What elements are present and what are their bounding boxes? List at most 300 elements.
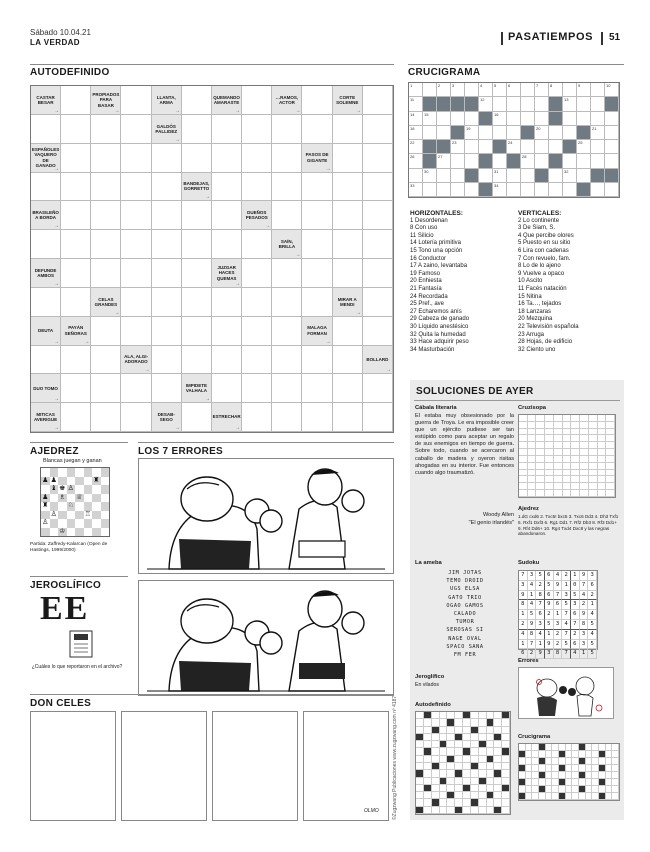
crucigrama-solution-cell: [599, 772, 606, 779]
autodefinido-clue-cell[interactable]: [31, 374, 61, 403]
crucigrama-cell[interactable]: [577, 140, 591, 154]
ameba-line: UGS ELSA: [450, 586, 480, 593]
crucigrama-cell[interactable]: [563, 112, 577, 126]
crucigrama-solution-cell: [572, 779, 579, 786]
autodefinido-answer-cell[interactable]: [182, 288, 212, 317]
autodefinido-answer-cell[interactable]: [333, 403, 363, 432]
autodefinido-answer-cell[interactable]: [272, 201, 302, 230]
crucigrama-cell[interactable]: [577, 97, 591, 111]
crucigrama-cell[interactable]: [437, 112, 451, 126]
crucigrama-cell[interactable]: [563, 169, 577, 183]
autodefinido-answer-cell[interactable]: [91, 346, 121, 375]
autodefinido-clue-cell[interactable]: [242, 201, 272, 230]
autodefinido-answer-cell[interactable]: [182, 86, 212, 115]
crucigrama-cell[interactable]: [507, 83, 521, 97]
autodefinido-answer-cell[interactable]: [182, 115, 212, 144]
autodefinido-solution-cell: [487, 741, 495, 748]
autodefinido-answer-cell[interactable]: [242, 403, 272, 432]
autodefinido-answer-cell[interactable]: [91, 259, 121, 288]
crucigrama-solution-cell: [546, 779, 553, 786]
arrow-right-icon: →: [295, 252, 301, 258]
autodefinido-clue-cell[interactable]: [31, 86, 61, 115]
crucigrama-cell[interactable]: [409, 154, 423, 168]
crucigrama-cell[interactable]: [437, 126, 451, 140]
autodefinido-answer-cell[interactable]: [121, 115, 151, 144]
autodefinido-answer-cell[interactable]: [212, 173, 242, 202]
horizontales-list: [410, 210, 516, 354]
autodefinido-clue-cell[interactable]: [182, 374, 212, 403]
autodefinido-clue-cell[interactable]: [31, 144, 61, 173]
autodefinido-clue-cell[interactable]: [61, 317, 91, 346]
autodefinido-answer-cell[interactable]: [91, 374, 121, 403]
autodefinido-answer-cell[interactable]: [152, 144, 182, 173]
autodefinido-answer-cell[interactable]: [182, 346, 212, 375]
sudoku-cell: 5: [562, 600, 571, 610]
autodefinido-answer-cell[interactable]: [242, 86, 272, 115]
autodefinido-answer-cell[interactable]: [152, 230, 182, 259]
autodefinido-answer-cell[interactable]: [363, 374, 393, 403]
crucigrama-cell[interactable]: [507, 97, 521, 111]
chess-square: [75, 511, 84, 520]
crucigrama-cell[interactable]: [535, 154, 549, 168]
autodefinido-answer-cell[interactable]: [272, 115, 302, 144]
autodefinido-solution-cell: [424, 756, 432, 763]
autodefinido-answer-cell[interactable]: [212, 115, 242, 144]
autodefinido-answer-cell[interactable]: [31, 173, 61, 202]
autodefinido-solution-cell: [424, 734, 432, 741]
autodefinido-answer-cell[interactable]: [272, 173, 302, 202]
crucigrama-cell[interactable]: [535, 126, 549, 140]
autodefinido-clue-cell[interactable]: [31, 403, 61, 432]
crucigrama-solution-cell: [519, 793, 526, 800]
autodefinido-answer-cell[interactable]: [272, 346, 302, 375]
autodefinido-solution-cell: [432, 763, 440, 770]
autodefinido-answer-cell[interactable]: [302, 288, 332, 317]
autodefinido-solution-cell: [424, 741, 432, 748]
autodefinido-answer-cell[interactable]: [212, 230, 242, 259]
chess-square: ♚: [59, 485, 66, 492]
crucigrama-cell[interactable]: [591, 154, 605, 168]
crucigrama-cell[interactable]: [605, 83, 619, 97]
autodefinido-answer-cell[interactable]: [363, 317, 393, 346]
sudoku-cell: 8: [528, 630, 537, 640]
crucigrama-cell[interactable]: [577, 112, 591, 126]
autodefinido-answer-cell[interactable]: [31, 288, 61, 317]
arrow-right-icon: →: [114, 309, 120, 316]
crucigrama-cell[interactable]: [409, 169, 423, 183]
crucigrama-cell[interactable]: [577, 169, 591, 183]
crucigrama-cell[interactable]: [549, 169, 563, 183]
autodefinido-solution-cell: [502, 756, 510, 763]
autodefinido-answer-cell[interactable]: [91, 317, 121, 346]
crucigrama-cell[interactable]: [605, 183, 619, 197]
crucigrama-cell[interactable]: [605, 140, 619, 154]
autodefinido-clue-cell[interactable]: [272, 86, 302, 115]
crucigrama-cell[interactable]: [409, 183, 423, 197]
crucigrama-cell[interactable]: [409, 140, 423, 154]
crucigrama-cell[interactable]: [409, 126, 423, 140]
crucigrama-cell[interactable]: [479, 83, 493, 97]
autodefinido-answer-cell[interactable]: [121, 403, 151, 432]
crucigrama-rule: [408, 64, 624, 65]
crucigrama-cell[interactable]: [535, 140, 549, 154]
autodefinido-solution-cell: [447, 741, 455, 748]
crucigrama-black-cell: [423, 140, 437, 154]
crucigrama-cell[interactable]: [507, 126, 521, 140]
crucigrama-cell[interactable]: [451, 183, 465, 197]
autodefinido-answer-cell[interactable]: [272, 317, 302, 346]
crucigrama-cell[interactable]: [507, 169, 521, 183]
crucigrama-cell[interactable]: [591, 140, 605, 154]
crucigrama-cell[interactable]: [465, 140, 479, 154]
crucigrama-cell[interactable]: [591, 97, 605, 111]
autodefinido-answer-cell[interactable]: [152, 374, 182, 403]
crucigrama-cell[interactable]: [521, 183, 535, 197]
sopa-cell: [598, 422, 607, 429]
crucigrama-cell[interactable]: [409, 112, 423, 126]
autodefinido-answer-cell[interactable]: [302, 346, 332, 375]
crucigrama-cell[interactable]: [437, 169, 451, 183]
crucigrama-cell[interactable]: [521, 83, 535, 97]
autodefinido-answer-cell[interactable]: [121, 259, 151, 288]
crucigrama-cell[interactable]: [535, 112, 549, 126]
autodefinido-answer-cell[interactable]: [363, 230, 393, 259]
autodefinido-answer-cell[interactable]: [121, 374, 151, 403]
crucigrama-cell-number: 7: [536, 83, 539, 88]
autodefinido-answer-cell[interactable]: [182, 144, 212, 173]
sopa-cell: [580, 422, 589, 429]
autodefinido-answer-cell[interactable]: [363, 173, 393, 202]
sudoku-cell: 4: [519, 630, 528, 640]
autodefinido-answer-cell[interactable]: [302, 403, 332, 432]
chess-square: [101, 519, 110, 528]
autodefinido-answer-cell[interactable]: [212, 346, 242, 375]
autodefinido-clue-cell[interactable]: [152, 115, 182, 144]
crucigrama-cell[interactable]: [521, 140, 535, 154]
autodefinido-answer-cell[interactable]: [363, 259, 393, 288]
autodefinido-clue-cell[interactable]: [212, 403, 242, 432]
clue-item: 33 Hace adquirir peso: [410, 339, 469, 346]
sudoku-cell: 1: [580, 649, 589, 659]
autodefinido-clue-cell[interactable]: [91, 86, 121, 115]
sopa-cell: [519, 470, 528, 477]
crucigrama-cell[interactable]: [437, 83, 451, 97]
autodefinido-answer-cell[interactable]: [242, 259, 272, 288]
autodefinido-answer-cell[interactable]: [31, 346, 61, 375]
sopa-cell: [545, 463, 554, 470]
crucigrama-cell[interactable]: [451, 154, 465, 168]
crucigrama-cell[interactable]: [521, 112, 535, 126]
autodefinido-answer-cell[interactable]: [61, 259, 91, 288]
autodefinido-answer-cell[interactable]: [333, 230, 363, 259]
crucigrama-cell[interactable]: [549, 140, 563, 154]
sudoku-cell: 4: [554, 571, 563, 581]
autodefinido-answer-cell[interactable]: [333, 374, 363, 403]
arrow-right-icon: →: [355, 309, 361, 316]
crucigrama-cell[interactable]: [423, 183, 437, 197]
crucigrama-cell[interactable]: [465, 183, 479, 197]
crucigrama-cell[interactable]: [493, 183, 507, 197]
autodefinido-answer-cell[interactable]: [333, 201, 363, 230]
autodefinido-answer-cell[interactable]: [302, 86, 332, 115]
autodefinido-answer-cell[interactable]: [242, 115, 272, 144]
crucigrama-cell[interactable]: [563, 154, 577, 168]
autodefinido-solution-cell: [479, 770, 487, 777]
don-celes-panel-3: [212, 711, 298, 821]
autodefinido-answer-cell[interactable]: [242, 288, 272, 317]
autodefinido-answer-cell[interactable]: [121, 230, 151, 259]
crucigrama-cell[interactable]: [493, 126, 507, 140]
autodefinido-answer-cell[interactable]: [272, 403, 302, 432]
autodefinido-clue-cell[interactable]: [302, 144, 332, 173]
sopa-cell: [563, 483, 572, 490]
autodefinido-answer-cell[interactable]: [61, 173, 91, 202]
crucigrama-cell[interactable]: [437, 154, 451, 168]
autodefinido-answer-cell[interactable]: [302, 173, 332, 202]
autodefinido-clue-cell[interactable]: [272, 230, 302, 259]
autodefinido-answer-cell[interactable]: [242, 317, 272, 346]
crucigrama-cell[interactable]: [591, 183, 605, 197]
crucigrama-cell[interactable]: [577, 154, 591, 168]
autodefinido-answer-cell[interactable]: [182, 259, 212, 288]
autodefinido-answer-cell[interactable]: [121, 288, 151, 317]
autodefinido-answer-cell[interactable]: [182, 317, 212, 346]
crucigrama-cell[interactable]: [563, 97, 577, 111]
autodefinido-answer-cell[interactable]: [61, 201, 91, 230]
autodefinido-answer-cell[interactable]: [152, 317, 182, 346]
autodefinido-answer-cell[interactable]: [272, 374, 302, 403]
crucigrama-cell[interactable]: [549, 126, 563, 140]
chess-square: [92, 511, 101, 520]
autodefinido-solution-cell: [432, 741, 440, 748]
autodefinido-clue-text: ESTRECHAR: [212, 414, 241, 420]
autodefinido-answer-cell[interactable]: [363, 288, 393, 317]
sopa-cell: [580, 435, 589, 442]
autodefinido-answer-cell[interactable]: [91, 144, 121, 173]
autodefinido-solution-cell: [502, 785, 510, 792]
crucigrama-cell[interactable]: [535, 83, 549, 97]
autodefinido-answer-cell[interactable]: [272, 259, 302, 288]
autodefinido-answer-cell[interactable]: [91, 403, 121, 432]
autodefinido-answer-cell[interactable]: [333, 144, 363, 173]
arrow-right-icon: →: [54, 280, 60, 287]
autodefinido-answer-cell[interactable]: [302, 374, 332, 403]
autodefinido-answer-cell[interactable]: [333, 173, 363, 202]
crucigrama-cell[interactable]: [549, 83, 563, 97]
crucigrama-cell[interactable]: [423, 83, 437, 97]
autodefinido-answer-cell[interactable]: [182, 201, 212, 230]
autodefinido-answer-cell[interactable]: [302, 230, 332, 259]
autodefinido-answer-cell[interactable]: [212, 374, 242, 403]
crucigrama-cell[interactable]: [507, 183, 521, 197]
autodefinido-answer-cell[interactable]: [61, 230, 91, 259]
autodefinido-answer-cell[interactable]: [31, 115, 61, 144]
crucigrama-cell[interactable]: [605, 112, 619, 126]
crucigrama-cell[interactable]: [591, 126, 605, 140]
crucigrama-cell[interactable]: [563, 83, 577, 97]
crucigrama-cell[interactable]: [465, 126, 479, 140]
crucigrama-cell[interactable]: [605, 126, 619, 140]
autodefinido-answer-cell[interactable]: [91, 201, 121, 230]
sopa-cell: [571, 490, 580, 497]
autodefinido-clue-cell[interactable]: [91, 288, 121, 317]
autodefinido-answer-cell[interactable]: [121, 317, 151, 346]
autodefinido-answer-cell[interactable]: [61, 288, 91, 317]
chess-square: [101, 528, 110, 537]
autodefinido-answer-cell[interactable]: [333, 259, 363, 288]
crucigrama-cell[interactable]: [521, 154, 535, 168]
autodefinido-answer-cell[interactable]: [61, 86, 91, 115]
crucigrama-cell[interactable]: [451, 169, 465, 183]
autodefinido-answer-cell[interactable]: [242, 374, 272, 403]
autodefinido-answer-cell[interactable]: [152, 259, 182, 288]
autodefinido-answer-cell[interactable]: [121, 201, 151, 230]
autodefinido-answer-cell[interactable]: [91, 230, 121, 259]
autodefinido-answer-cell[interactable]: [121, 86, 151, 115]
sopa-cell: [589, 442, 598, 449]
crucigrama-cell-number: 9: [578, 83, 581, 88]
crucigrama-cell[interactable]: [521, 169, 535, 183]
autodefinido-answer-cell[interactable]: [333, 115, 363, 144]
autodefinido-answer-cell[interactable]: [152, 346, 182, 375]
autodefinido-answer-cell[interactable]: [363, 201, 393, 230]
autodefinido-clue-text: CORTE SOLEMNE: [336, 94, 359, 105]
autodefinido-clue-cell[interactable]: [31, 317, 61, 346]
clue-item: 10 Ascito: [518, 278, 543, 285]
autodefinido-answer-cell[interactable]: [363, 115, 393, 144]
crucigrama-cell[interactable]: [535, 183, 549, 197]
autodefinido-answer-cell[interactable]: [61, 403, 91, 432]
autodefinido-answer-cell[interactable]: [182, 230, 212, 259]
autodefinido-answer-cell[interactable]: [363, 86, 393, 115]
autodefinido-answer-cell[interactable]: [91, 173, 121, 202]
autodefinido-answer-cell[interactable]: [61, 115, 91, 144]
crucigrama-cell[interactable]: [479, 97, 493, 111]
autodefinido-answer-cell[interactable]: [242, 230, 272, 259]
autodefinido-clue-cell[interactable]: [333, 288, 363, 317]
crucigrama-cell[interactable]: [423, 112, 437, 126]
crucigrama-cell[interactable]: [507, 140, 521, 154]
crucigrama-cell[interactable]: [493, 83, 507, 97]
crucigrama-cell[interactable]: [409, 83, 423, 97]
autodefinido-answer-cell[interactable]: [333, 317, 363, 346]
autodefinido-clue-cell[interactable]: [333, 86, 363, 115]
crucigrama-solution-cell: [599, 744, 606, 751]
crucigrama-cell[interactable]: [479, 126, 493, 140]
crucigrama-cell[interactable]: [451, 112, 465, 126]
autodefinido-solution-cell: [432, 712, 440, 719]
crucigrama-black-cell: [577, 183, 591, 197]
autodefinido-answer-cell[interactable]: [363, 403, 393, 432]
autodefinido-clue-text: PASOS DE GIGANTE: [305, 152, 329, 163]
autodefinido-grid[interactable]: [30, 85, 394, 433]
crucigrama-cell[interactable]: [605, 154, 619, 168]
autodefinido-answer-cell[interactable]: [152, 173, 182, 202]
crucigrama-cell[interactable]: [465, 154, 479, 168]
autodefinido-clue-cell[interactable]: [31, 201, 61, 230]
crucigrama-cell[interactable]: [493, 154, 507, 168]
autodefinido-answer-cell[interactable]: [212, 201, 242, 230]
autodefinido-clue-cell[interactable]: [212, 259, 242, 288]
crucigrama-solution-cell: [559, 744, 566, 751]
crucigrama-solution-cell: [552, 793, 559, 800]
crucigrama-cell[interactable]: [563, 183, 577, 197]
crucigrama-cell[interactable]: [409, 97, 423, 111]
autodefinido-answer-cell[interactable]: [61, 346, 91, 375]
sudoku-cell: 6: [554, 600, 563, 610]
autodefinido-answer-cell[interactable]: [212, 317, 242, 346]
autodefinido-answer-cell[interactable]: [212, 288, 242, 317]
crucigrama-cell[interactable]: [507, 112, 521, 126]
autodefinido-clue-cell[interactable]: [363, 346, 393, 375]
autodefinido-answer-cell[interactable]: [121, 144, 151, 173]
autodefinido-answer-cell[interactable]: [212, 144, 242, 173]
crucigrama-cell[interactable]: [535, 97, 549, 111]
crucigrama-cell[interactable]: [493, 169, 507, 183]
crucigrama-cell[interactable]: [521, 97, 535, 111]
autodefinido-answer-cell[interactable]: [152, 201, 182, 230]
autodefinido-clue-cell[interactable]: [302, 317, 332, 346]
crucigrama-cell[interactable]: [437, 183, 451, 197]
autodefinido-answer-cell[interactable]: [242, 144, 272, 173]
crucigrama-grid[interactable]: [408, 82, 620, 198]
crucigrama-cell[interactable]: [577, 83, 591, 97]
crucigrama-cell[interactable]: [591, 83, 605, 97]
autodefinido-answer-cell[interactable]: [121, 173, 151, 202]
autodefinido-answer-cell[interactable]: [182, 403, 212, 432]
autodefinido-answer-cell[interactable]: [272, 144, 302, 173]
autodefinido-answer-cell[interactable]: [31, 230, 61, 259]
autodefinido-answer-cell[interactable]: [302, 259, 332, 288]
clue-item: 15 Nitina: [518, 293, 542, 300]
crucigrama-cell[interactable]: [423, 126, 437, 140]
crucigrama-cell[interactable]: [479, 169, 493, 183]
autodefinido-clue-cell[interactable]: [152, 403, 182, 432]
crucigrama-cell[interactable]: [465, 112, 479, 126]
autodefinido-answer-cell[interactable]: [242, 173, 272, 202]
autodefinido-clue-cell[interactable]: [31, 259, 61, 288]
autodefinido-answer-cell[interactable]: [363, 144, 393, 173]
crucigrama-cell[interactable]: [493, 97, 507, 111]
crucigrama-cell[interactable]: [591, 112, 605, 126]
autodefinido-answer-cell[interactable]: [242, 346, 272, 375]
crucigrama-cell[interactable]: [451, 83, 465, 97]
crucigrama-solution-cell: [599, 758, 606, 765]
autodefinido-clue-cell[interactable]: [212, 86, 242, 115]
autodefinido-answer-cell[interactable]: [91, 115, 121, 144]
crucigrama-cell[interactable]: [479, 140, 493, 154]
autodefinido-answer-cell[interactable]: [61, 144, 91, 173]
crucigrama-cell[interactable]: [563, 126, 577, 140]
autodefinido-answer-cell[interactable]: [61, 374, 91, 403]
autodefinido-answer-cell[interactable]: [302, 115, 332, 144]
crucigrama-cell[interactable]: [451, 140, 465, 154]
crucigrama-cell[interactable]: [465, 83, 479, 97]
autodefinido-clue-cell[interactable]: [152, 86, 182, 115]
autodefinido-solution-cell: [471, 748, 479, 755]
crucigrama-solution-cell: [572, 786, 579, 793]
arrow-right-icon: →: [174, 136, 180, 143]
autodefinido-answer-cell[interactable]: [333, 346, 363, 375]
crucigrama-cell[interactable]: [423, 169, 437, 183]
autodefinido-clue-cell[interactable]: [182, 173, 212, 202]
autodefinido-clue-cell[interactable]: [121, 346, 151, 375]
autodefinido-answer-cell[interactable]: [152, 288, 182, 317]
autodefinido-answer-cell[interactable]: [272, 288, 302, 317]
autodefinido-answer-cell[interactable]: [302, 201, 332, 230]
crucigrama-cell[interactable]: [493, 112, 507, 126]
crucigrama-cell[interactable]: [549, 183, 563, 197]
